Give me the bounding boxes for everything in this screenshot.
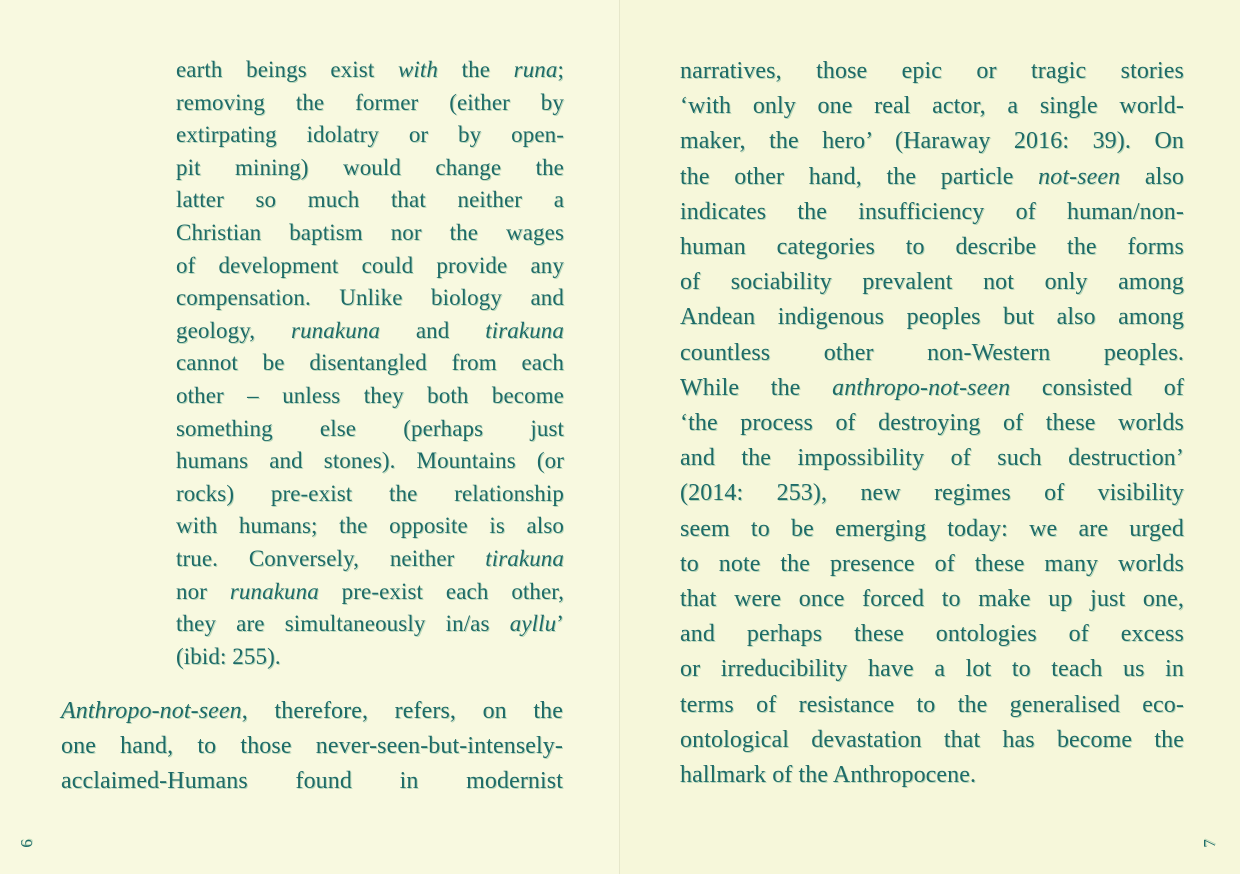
text-line: something else (perhaps just: [176, 415, 564, 441]
text-line: countless other non-Western peoples.: [680, 339, 1184, 366]
text-line: Christian baptism nor the wages: [176, 219, 564, 245]
blockquote: [176, 54, 564, 673]
text-line: acclaimed-Humans found in modernist: [61, 768, 563, 795]
text-line: extirpating idolatry or by open-: [176, 122, 564, 148]
text-line: of sociability prevalent not only among: [680, 269, 1184, 296]
text-line: latter so much that neither a: [176, 187, 564, 213]
page-number-left: 6: [16, 839, 36, 848]
text-line: Andean indigenous peoples but also among: [680, 304, 1184, 331]
text-line: pit mining) would change the: [176, 154, 564, 180]
text-line: human categories to describe the forms: [680, 234, 1184, 261]
text-line: ontological devastation that has become the: [680, 726, 1184, 753]
text-line: nor runakuna pre-exist each other,: [176, 578, 564, 604]
text-line: ‘the process of destroying of these worlds: [680, 410, 1184, 437]
text-line: cannot be disentangled from each: [176, 350, 564, 376]
text-line: seem to be emerging today: we are urged: [680, 515, 1184, 542]
text-line: they are simultaneously in/as ayllu’: [176, 611, 564, 637]
page-right: [620, 0, 1240, 874]
text-line: and the impossibility of such destruction’: [680, 445, 1184, 472]
text-line: While the anthropo-not-seen consisted of: [680, 374, 1184, 401]
text-line: hallmark of the Anthropocene.: [680, 762, 977, 789]
text-line: terms of resistance to the generalised eco-: [680, 691, 1184, 718]
text-line: (2014: 253), new regimes of visibility: [680, 480, 1184, 507]
page-left: [0, 0, 619, 874]
text-line: or irreducibility have a lot to teach us in: [680, 656, 1184, 683]
text-line: humans and stones). Mountains (or: [176, 448, 564, 474]
text-line: (ibid: 255).: [176, 643, 281, 669]
text-line: true. Conversely, neither tirakuna: [176, 545, 564, 571]
right-paragraph: [680, 54, 1184, 793]
text-line: of development could provide any: [176, 252, 564, 278]
text-line: to note the presence of these many worlds: [680, 550, 1184, 577]
text-line: indicates the insufficiency of human/non-: [680, 198, 1184, 225]
text-line: narratives, those epic or tragic stories: [680, 58, 1184, 84]
text-line: compensation. Unlike biology and: [176, 285, 564, 311]
text-line: maker, the hero’ (Haraway 2016: 39). On: [680, 128, 1184, 155]
text-line: other – unless they both become: [176, 382, 564, 408]
text-line: with humans; the opposite is also: [176, 513, 564, 539]
text-line: rocks) pre-exist the relationship: [176, 480, 564, 506]
text-line: that were once forced to make up just one,: [680, 586, 1184, 613]
text-line: the other hand, the particle not-seen also: [680, 163, 1184, 190]
text-line: earth beings exist with the runa;: [176, 57, 564, 82]
text-line: and perhaps these ontologies of excess: [680, 621, 1184, 648]
page-number-right: 7: [1199, 839, 1219, 848]
text-line: one hand, to those never-seen-but-intensely-: [61, 733, 563, 760]
text-line: Anthropo-not-seen, therefore, refers, on the: [61, 698, 563, 724]
text-line: removing the former (either by: [176, 89, 564, 115]
left-paragraph: [61, 694, 563, 800]
text-line: geology, runakuna and tirakuna: [176, 317, 564, 343]
text-line: ‘with only one real actor, a single world-: [680, 93, 1184, 120]
